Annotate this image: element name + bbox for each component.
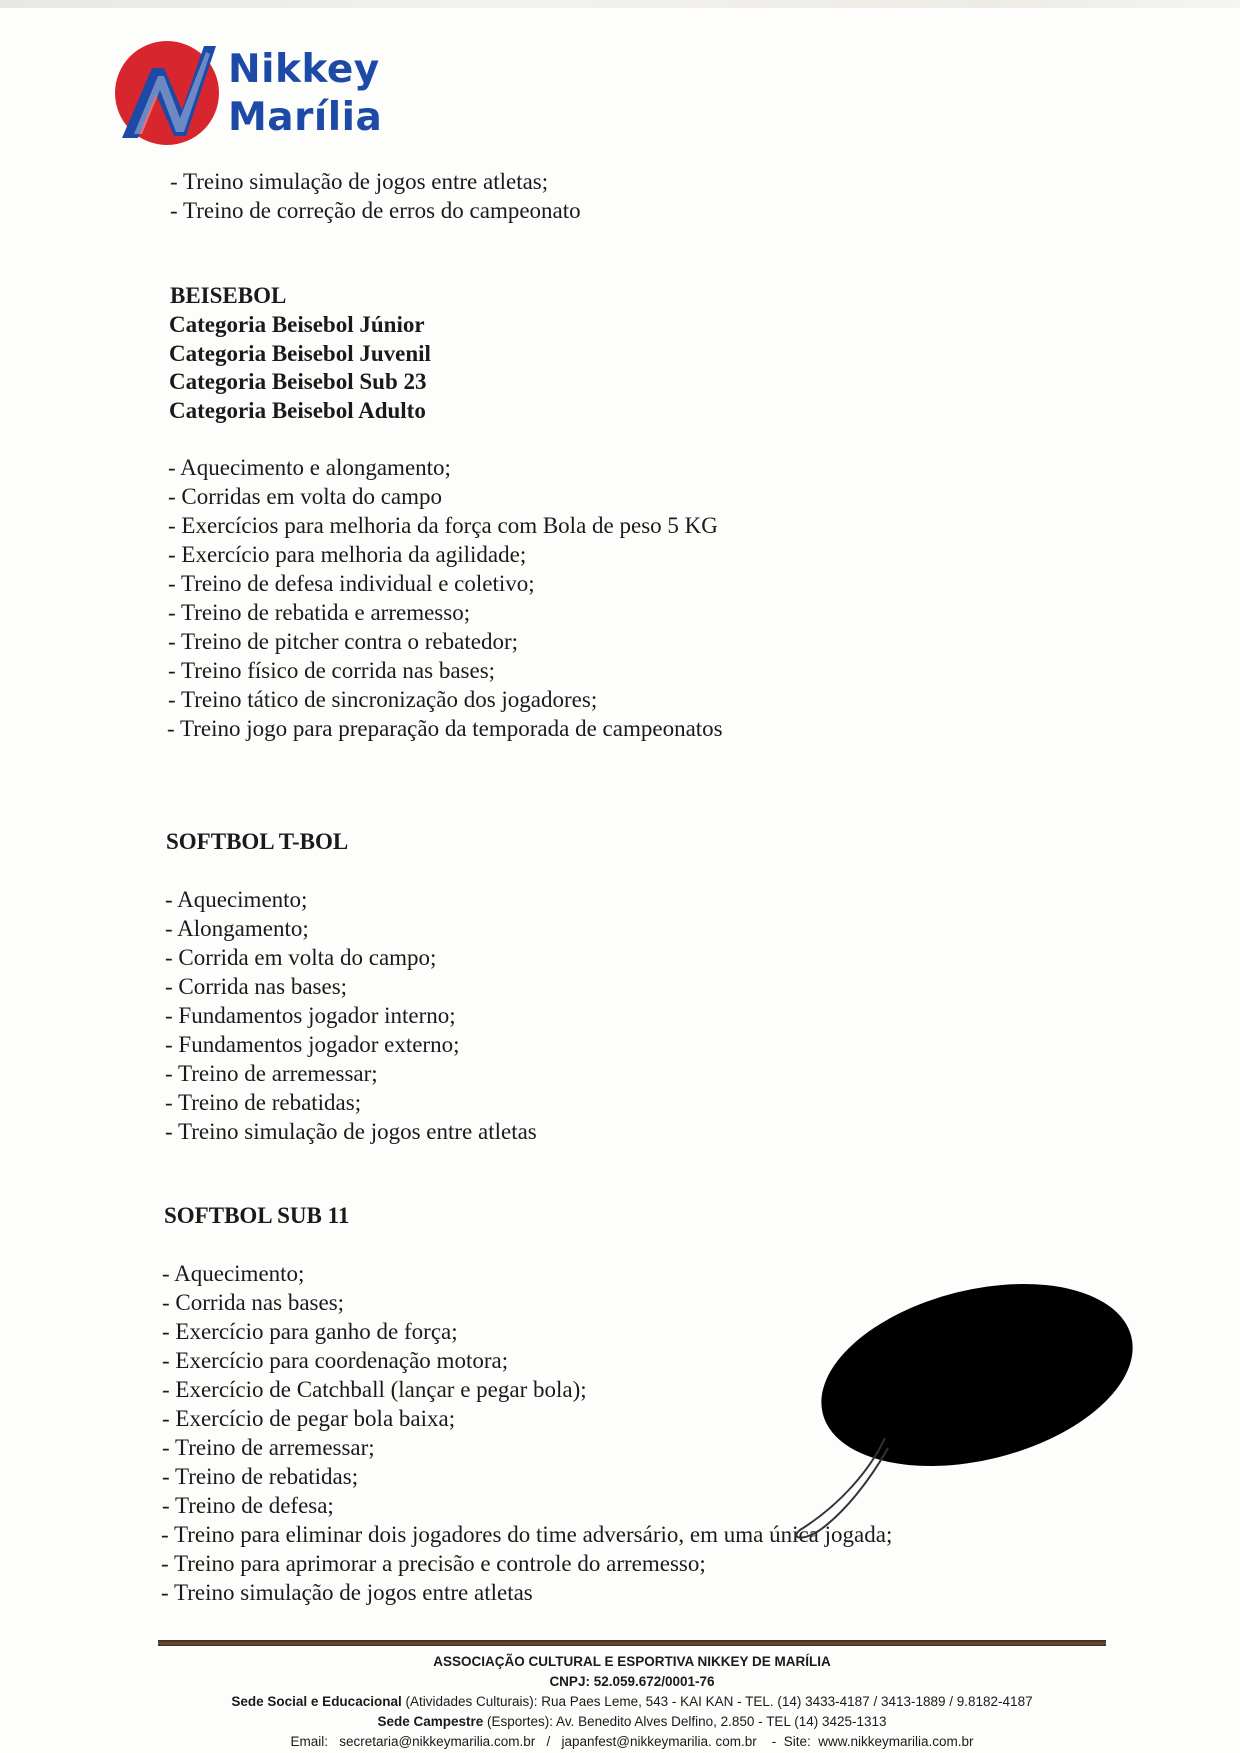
list-item: - Treino de pitcher contra o rebatedor; (168, 629, 518, 654)
list-item: - Treino simulação de jogos entre atletas; (170, 169, 549, 194)
list-item: - Treino de rebatidas; (165, 1090, 362, 1115)
list-item: - Treino tático de sincronização dos jogadores; (168, 687, 598, 712)
signature-stroke (790, 1430, 910, 1550)
list-item: - Corrida nas bases; (165, 974, 348, 999)
list-item: - Treino jogo para preparação da temporada de campeonatos (167, 716, 723, 741)
list-item: - Treino de rebatida e arremesso; (168, 600, 471, 625)
category-line: Categoria Beisebol Sub 23 (169, 369, 427, 394)
list-item: - Exercício de Catchball (lançar e pegar bola); (162, 1377, 587, 1402)
list-item: - Treino de rebatidas; (162, 1464, 359, 1489)
list-item: - Corridas em volta do campo (168, 484, 443, 509)
logo-text-line1: Nikkey (228, 47, 380, 92)
list-item: - Aquecimento; (165, 887, 308, 912)
list-item: - Aquecimento e alongamento; (168, 455, 451, 480)
section-heading-softbol-tbol: SOFTBOL T-BOL (166, 829, 349, 854)
nikkey-marilia-logo (112, 38, 382, 148)
category-line: Categoria Beisebol Juvenil (169, 341, 431, 366)
sede-campestre-label: Sede Campestre (377, 1714, 484, 1729)
logo-mark-icon (112, 38, 222, 148)
category-line: Categoria Beisebol Júnior (169, 312, 425, 337)
list-item: - Treino de arremessar; (162, 1435, 375, 1460)
list-item: - Treino para aprimorar a precisão e controle do arremesso; (161, 1551, 706, 1576)
list-item: - Aquecimento; (162, 1261, 305, 1286)
list-item: - Treino simulação de jogos entre atletas (165, 1119, 537, 1144)
footer (158, 1652, 1106, 1752)
list-item: - Exercício para ganho de força; (162, 1319, 458, 1344)
footer-divider (158, 1640, 1106, 1646)
section-heading-beisebol: BEISEBOL (170, 283, 287, 308)
footer-contact: Email: secretaria@nikkeymarilia.com.br / japanfest@nikkeymarilia. com.br - Site: www.nikkeymarilia.com.br (290, 1734, 974, 1749)
list-item: - Exercício para coordenação motora; (162, 1348, 509, 1373)
list-item: - Treino físico de corrida nas bases; (168, 658, 496, 683)
footer-sede-social (158, 1692, 1106, 1712)
sede-campestre-text: (Esportes): Av. Benedito Alves Delfino, 2.850 - TEL (14) 3425-1313 (483, 1714, 887, 1729)
logo-text-line2: Marília (228, 95, 383, 140)
list-item: - Exercícios para melhoria da força com Bola de peso 5 KG (168, 513, 718, 538)
list-item: - Treino de correção de erros do campeonato (170, 198, 581, 223)
footer-org-name: ASSOCIAÇÃO CULTURAL E ESPORTIVA NIKKEY DE MARÍLIA (433, 1654, 831, 1669)
footer-cnpj: CNPJ: 52.059.672/0001-76 (549, 1674, 715, 1689)
list-item: - Exercício de pegar bola baixa; (162, 1406, 456, 1431)
footer-sede-campestre (158, 1712, 1106, 1732)
section-heading-softbol-sub11: SOFTBOL SUB 11 (164, 1203, 350, 1228)
list-item: - Fundamentos jogador externo; (165, 1032, 460, 1057)
list-item: - Treino simulação de jogos entre atletas (161, 1580, 533, 1605)
list-item: - Corrida nas bases; (162, 1290, 345, 1315)
list-item: - Treino para eliminar dois jogadores do time adversário, em uma única jogada; (161, 1522, 893, 1547)
sede-social-label: Sede Social e Educacional (231, 1694, 402, 1709)
list-item: - Fundamentos jogador interno; (165, 1003, 456, 1028)
list-item: - Alongamento; (165, 916, 309, 941)
list-item: - Treino de defesa; (162, 1493, 334, 1518)
list-item: - Corrida em volta do campo; (165, 945, 437, 970)
category-line: Categoria Beisebol Adulto (169, 398, 426, 423)
list-item: - Exercício para melhoria da agilidade; (168, 542, 527, 567)
scan-top-edge (0, 0, 1240, 8)
sede-social-text: (Atividades Culturais): Rua Paes Leme, 543 - KAI KAN - TEL. (14) 3433-4187 / 3413-1889 / 9.8182-4187 (401, 1694, 1033, 1709)
list-item: - Treino de arremessar; (165, 1061, 378, 1086)
list-item: - Treino de defesa individual e coletivo; (168, 571, 535, 596)
